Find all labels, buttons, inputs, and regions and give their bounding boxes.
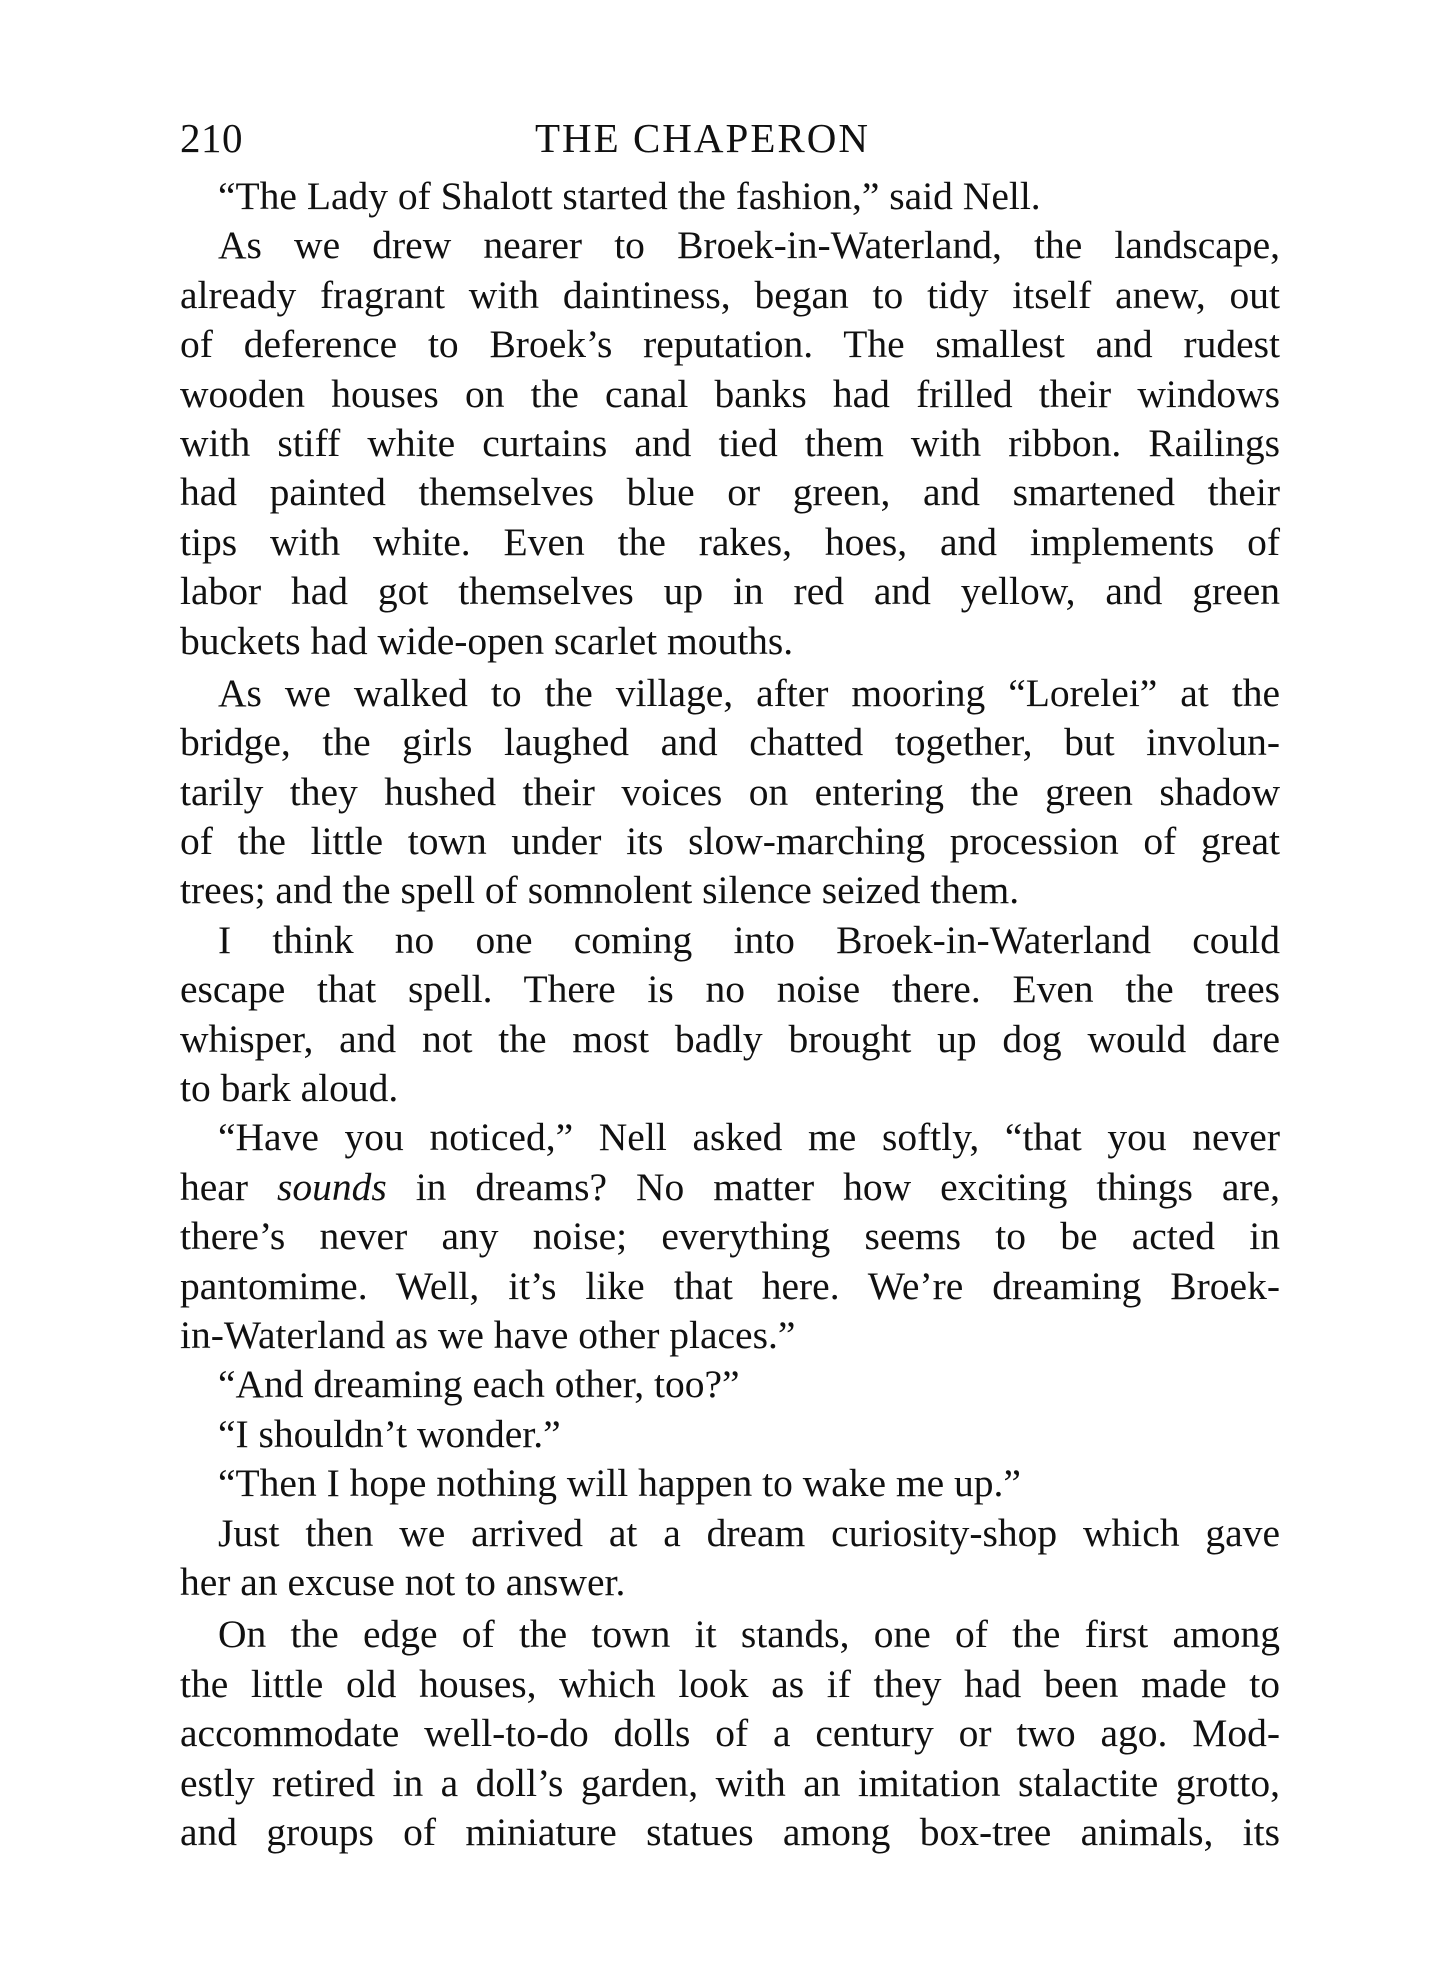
text-line: had painted themselves blue or green, and smartened their	[180, 470, 1280, 515]
text-fragment: hear	[180, 1164, 248, 1209]
text-line: On the edge of the town it stands, one of the first among	[218, 1612, 1280, 1657]
text-line: “I shouldn’t wonder.”	[218, 1411, 561, 1456]
text-line: Just then we arrived at a dream curiosity-shop which gave	[218, 1510, 1280, 1555]
body-text	[180, 172, 1280, 1857]
text-line: the little old houses, which look as if they had been made to	[180, 1661, 1280, 1706]
text-line: her an excuse not to answer.	[180, 1559, 626, 1604]
text-line: with stiff white curtains and tied them with ribbon. Railings	[180, 420, 1280, 465]
text-line-with-italic	[180, 1163, 1280, 1212]
text-line: of the little town under its slow-marching procession of great	[180, 819, 1280, 864]
text-line: and groups of miniature statues among box-tree animals, its	[180, 1809, 1280, 1854]
text-line: labor had got themselves up in red and yellow, and green	[180, 569, 1280, 614]
page-header	[180, 108, 1280, 168]
page-number: 210	[180, 115, 243, 161]
text-fragment: in dreams? No matter how exciting things are,	[415, 1164, 1280, 1209]
text-line: As we walked to the village, after mooring “Lorelei” at the	[218, 670, 1280, 715]
running-title: THE CHAPERON	[535, 115, 870, 161]
text-line: tarily they hushed their voices on entering the green shadow	[180, 769, 1280, 814]
text-line: I think no one coming into Broek-in-Waterland could	[218, 917, 1280, 962]
text-line: “Then I hope nothing will happen to wake me up.”	[218, 1461, 1021, 1506]
text-line: accommodate well-to-do dolls of a century or two ago. Mod-	[180, 1711, 1280, 1756]
text-line: buckets had wide-open scarlet mouths.	[180, 618, 794, 663]
text-line: there’s never any noise; everything seems to be acted in	[180, 1214, 1280, 1259]
text-line: As we drew nearer to Broek-in-Waterland, the landscape,	[218, 223, 1280, 268]
text-line: tips with white. Even the rakes, hoes, and implements of	[180, 519, 1280, 564]
text-line: whisper, and not the most badly brought up dog would dare	[180, 1016, 1280, 1061]
text-line: “Have you noticed,” Nell asked me softly, “that you never	[218, 1115, 1280, 1160]
text-line: pantomime. Well, it’s like that here. We’re dreaming Broek-	[180, 1263, 1280, 1308]
text-line: “And dreaming each other, too?”	[218, 1362, 740, 1407]
text-line: bridge, the girls laughed and chatted together, but involun-	[180, 720, 1280, 765]
text-line: escape that spell. There is no noise there. Even the trees	[180, 967, 1280, 1012]
text-line: to bark aloud.	[180, 1066, 399, 1111]
text-line: in-Waterland as we have other places.”	[180, 1312, 796, 1357]
italic-word: sounds	[276, 1164, 387, 1209]
text-line: estly retired in a doll’s garden, with an imitation stalactite grotto,	[180, 1760, 1280, 1805]
text-line: already fragrant with daintiness, began to tidy itself anew, out	[180, 272, 1280, 317]
text-line: trees; and the spell of somnolent silence seized them.	[180, 868, 1020, 913]
text-line: “The Lady of Shalott started the fashion,” said Nell.	[218, 174, 1041, 218]
text-line: wooden houses on the canal banks had frilled their windows	[180, 371, 1280, 416]
text-line: of deference to Broek’s reputation. The smallest and rudest	[180, 322, 1280, 367]
